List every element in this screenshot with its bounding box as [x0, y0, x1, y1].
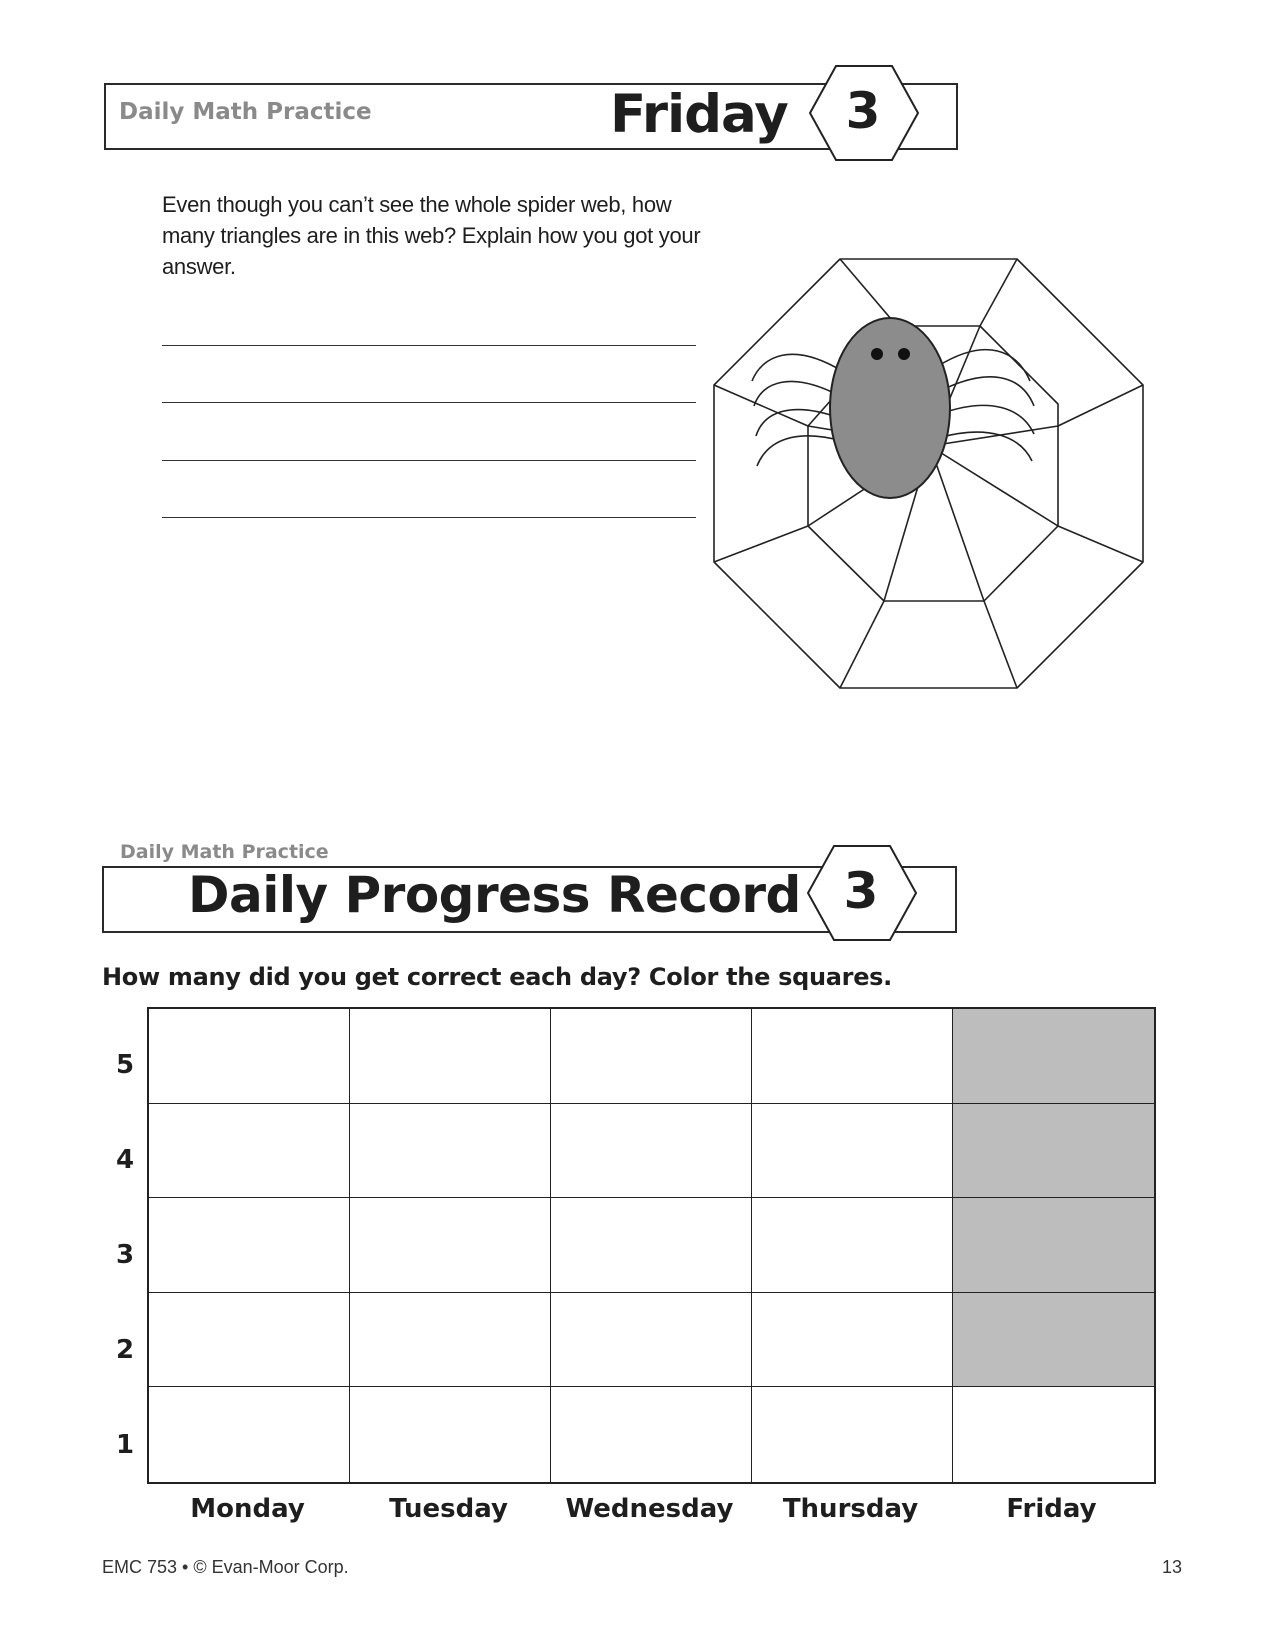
week-number-hexagon	[806, 844, 918, 946]
day-label-thursday: Thursday	[782, 1494, 919, 1524]
square-wednesday-5[interactable]	[551, 1009, 752, 1104]
square-friday-2[interactable]	[953, 1293, 1154, 1388]
day-label-wednesday: Wednesday	[565, 1494, 734, 1524]
publisher-credit: EMC 753 • © Evan-Moor Corp.	[102, 1557, 349, 1577]
square-tuesday-1[interactable]	[350, 1387, 551, 1482]
square-tuesday-4[interactable]	[350, 1104, 551, 1199]
square-tuesday-3[interactable]	[350, 1198, 551, 1293]
square-friday-1[interactable]	[953, 1387, 1154, 1482]
square-wednesday-3[interactable]	[551, 1198, 752, 1293]
answer-line[interactable]	[162, 460, 696, 461]
square-tuesday-5[interactable]	[350, 1009, 551, 1104]
square-wednesday-2[interactable]	[551, 1293, 752, 1388]
row-label-3: 3	[115, 1240, 135, 1270]
progress-instruction: How many did you get correct each day? Color the squares.	[102, 963, 892, 991]
week-number-hexagon	[808, 64, 920, 166]
series-label: Daily Math Practice	[119, 99, 372, 125]
square-thursday-4[interactable]	[752, 1104, 953, 1199]
square-friday-4[interactable]	[953, 1104, 1154, 1199]
day-title: Friday	[610, 84, 788, 145]
square-wednesday-4[interactable]	[551, 1104, 752, 1199]
square-thursday-1[interactable]	[752, 1387, 953, 1482]
square-monday-3[interactable]	[149, 1198, 350, 1293]
answer-line[interactable]	[162, 345, 696, 346]
day-label-friday: Friday	[1006, 1494, 1097, 1524]
spider-eye	[898, 348, 910, 360]
answer-line[interactable]	[162, 517, 696, 518]
row-label-2: 2	[115, 1335, 135, 1365]
week-number: 3	[845, 82, 881, 140]
progress-record-title: Daily Progress Record	[188, 866, 801, 924]
page-number: 13	[1162, 1557, 1183, 1577]
row-label-1: 1	[115, 1430, 135, 1460]
question-prompt: Even though you can’t see the whole spider web, how many triangles are in this web? Explain how you got your answer.	[162, 192, 701, 279]
spider-eye	[871, 348, 883, 360]
square-monday-2[interactable]	[149, 1293, 350, 1388]
square-tuesday-2[interactable]	[350, 1293, 551, 1388]
square-friday-5[interactable]	[953, 1009, 1154, 1104]
square-thursday-2[interactable]	[752, 1293, 953, 1388]
row-label-4: 4	[115, 1145, 135, 1175]
square-friday-3[interactable]	[953, 1198, 1154, 1293]
progress-grid	[147, 1007, 1156, 1484]
row-label-5: 5	[115, 1050, 135, 1080]
series-label: Daily Math Practice	[120, 841, 329, 863]
square-monday-4[interactable]	[149, 1104, 350, 1199]
square-monday-1[interactable]	[149, 1387, 350, 1482]
week-number: 3	[843, 862, 879, 920]
square-wednesday-1[interactable]	[551, 1387, 752, 1482]
square-thursday-3[interactable]	[752, 1198, 953, 1293]
day-label-tuesday: Tuesday	[389, 1494, 508, 1524]
spider-web-illustration	[712, 256, 1152, 696]
day-label-monday: Monday	[190, 1494, 305, 1524]
spider-body	[830, 318, 950, 498]
square-monday-5[interactable]	[149, 1009, 350, 1104]
answer-line[interactable]	[162, 402, 696, 403]
square-thursday-5[interactable]	[752, 1009, 953, 1104]
